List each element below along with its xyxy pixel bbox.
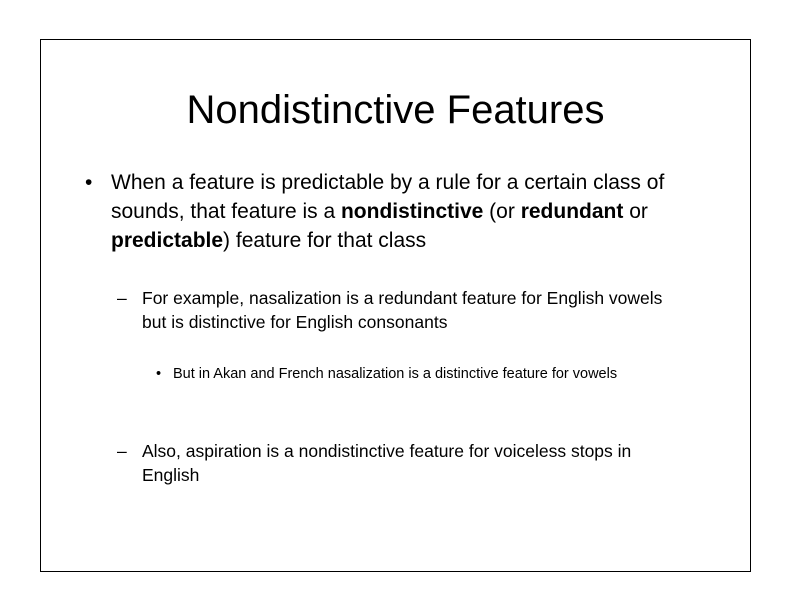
bullet-level1 bbox=[85, 168, 705, 255]
slide-frame bbox=[40, 39, 751, 572]
bullet-text-part4: ) feature for that class bbox=[223, 229, 427, 252]
bullet-level3-akan-french bbox=[156, 364, 696, 385]
slide-title: Nondistinctive Features bbox=[186, 88, 605, 132]
bullet-level1-text bbox=[111, 168, 705, 255]
bullet-level2-nasalization bbox=[117, 286, 677, 334]
bullet-level2-text: Also, aspiration is a nondistinctive feature for voiceless stops in English bbox=[142, 441, 632, 485]
bullet-dot-icon: • bbox=[85, 171, 93, 194]
dash-icon: – bbox=[117, 288, 127, 308]
bullet-level2-aspiration bbox=[117, 439, 677, 487]
bullet-text-part3: or bbox=[623, 200, 648, 223]
term-predictable: predictable bbox=[111, 229, 224, 252]
term-redundant: redundant bbox=[520, 200, 624, 223]
term-nondistinctive: nondistinctive bbox=[340, 200, 484, 223]
bullet-text-part1: When a feature is predictable by a rule for a certain class of sounds, that feature is a bbox=[111, 171, 665, 223]
dash-icon: – bbox=[117, 441, 127, 461]
bullet-dot-icon: • bbox=[156, 366, 162, 382]
bullet-text-part2: (or bbox=[483, 200, 521, 223]
bullet-level2-text: For example, nasalization is a redundant feature for English vowels but is distinctive for English consonants bbox=[142, 288, 663, 332]
bullet-level3-text: But in Akan and French nasalization is a distinctive feature for vowels bbox=[173, 366, 618, 382]
